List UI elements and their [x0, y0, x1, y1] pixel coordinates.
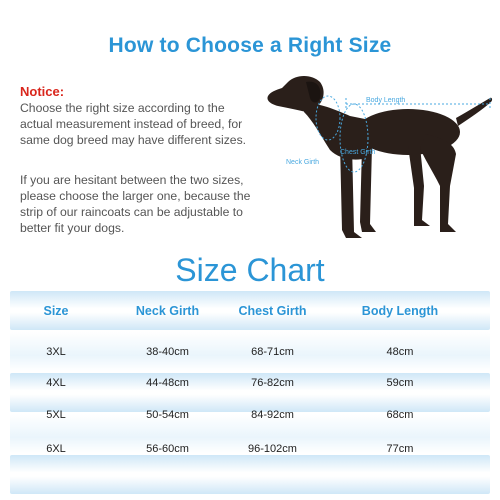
table-row — [0, 409, 500, 429]
body-length-label: Body Length — [366, 97, 406, 104]
dog-measurement-diagram — [258, 74, 494, 254]
chest-girth-label: Chest Girth — [340, 149, 376, 156]
header-chest-girth: Chest Girth — [238, 304, 307, 318]
header-body-length: Body Length — [361, 304, 439, 318]
neck-girth-cell: 44-48cm — [146, 377, 189, 389]
table-row — [0, 346, 500, 366]
chest-girth-cell: 68-71cm — [251, 346, 294, 358]
header-neck-girth: Neck Girth — [135, 304, 200, 318]
chest-girth-cell: 96-102cm — [248, 443, 297, 455]
notice-paragraph-1: Choose the right size according to the actual measurement instead of breed, for same dog breed may have different sizes. — [20, 101, 247, 147]
notice-heading: Notice: — [20, 84, 65, 99]
body-length-cell: 68cm — [386, 409, 414, 421]
body-length-cell: 77cm — [386, 443, 414, 455]
size-chart-title: Size Chart — [175, 252, 325, 288]
notice-paragraph-2: If you are hesitant between the two sizes, please choose the larger one, because the strip of our raincoats can be adjustable to better fit your dogs. — [20, 173, 251, 235]
size-cell: 5XL — [46, 409, 66, 421]
table-header — [0, 304, 500, 324]
chest-girth-cell: 76-82cm — [251, 377, 294, 389]
size-cell: 6XL — [46, 443, 66, 455]
chest-girth-cell: 84-92cm — [251, 409, 294, 421]
page-title: How to Choose a Right Size — [108, 34, 392, 57]
header-size: Size — [43, 304, 69, 318]
body-length-cell: 59cm — [386, 377, 414, 389]
size-cell: 3XL — [46, 346, 66, 358]
table-row — [0, 377, 500, 397]
body-length-cell: 48cm — [386, 346, 414, 358]
size-cell: 4XL — [46, 377, 66, 389]
neck-girth-cell: 56-60cm — [146, 443, 189, 455]
table-row — [0, 443, 500, 463]
neck-girth-cell: 50-54cm — [146, 409, 189, 421]
neck-girth-label: Neck Girth — [286, 159, 320, 166]
neck-girth-cell: 38-40cm — [146, 346, 189, 358]
